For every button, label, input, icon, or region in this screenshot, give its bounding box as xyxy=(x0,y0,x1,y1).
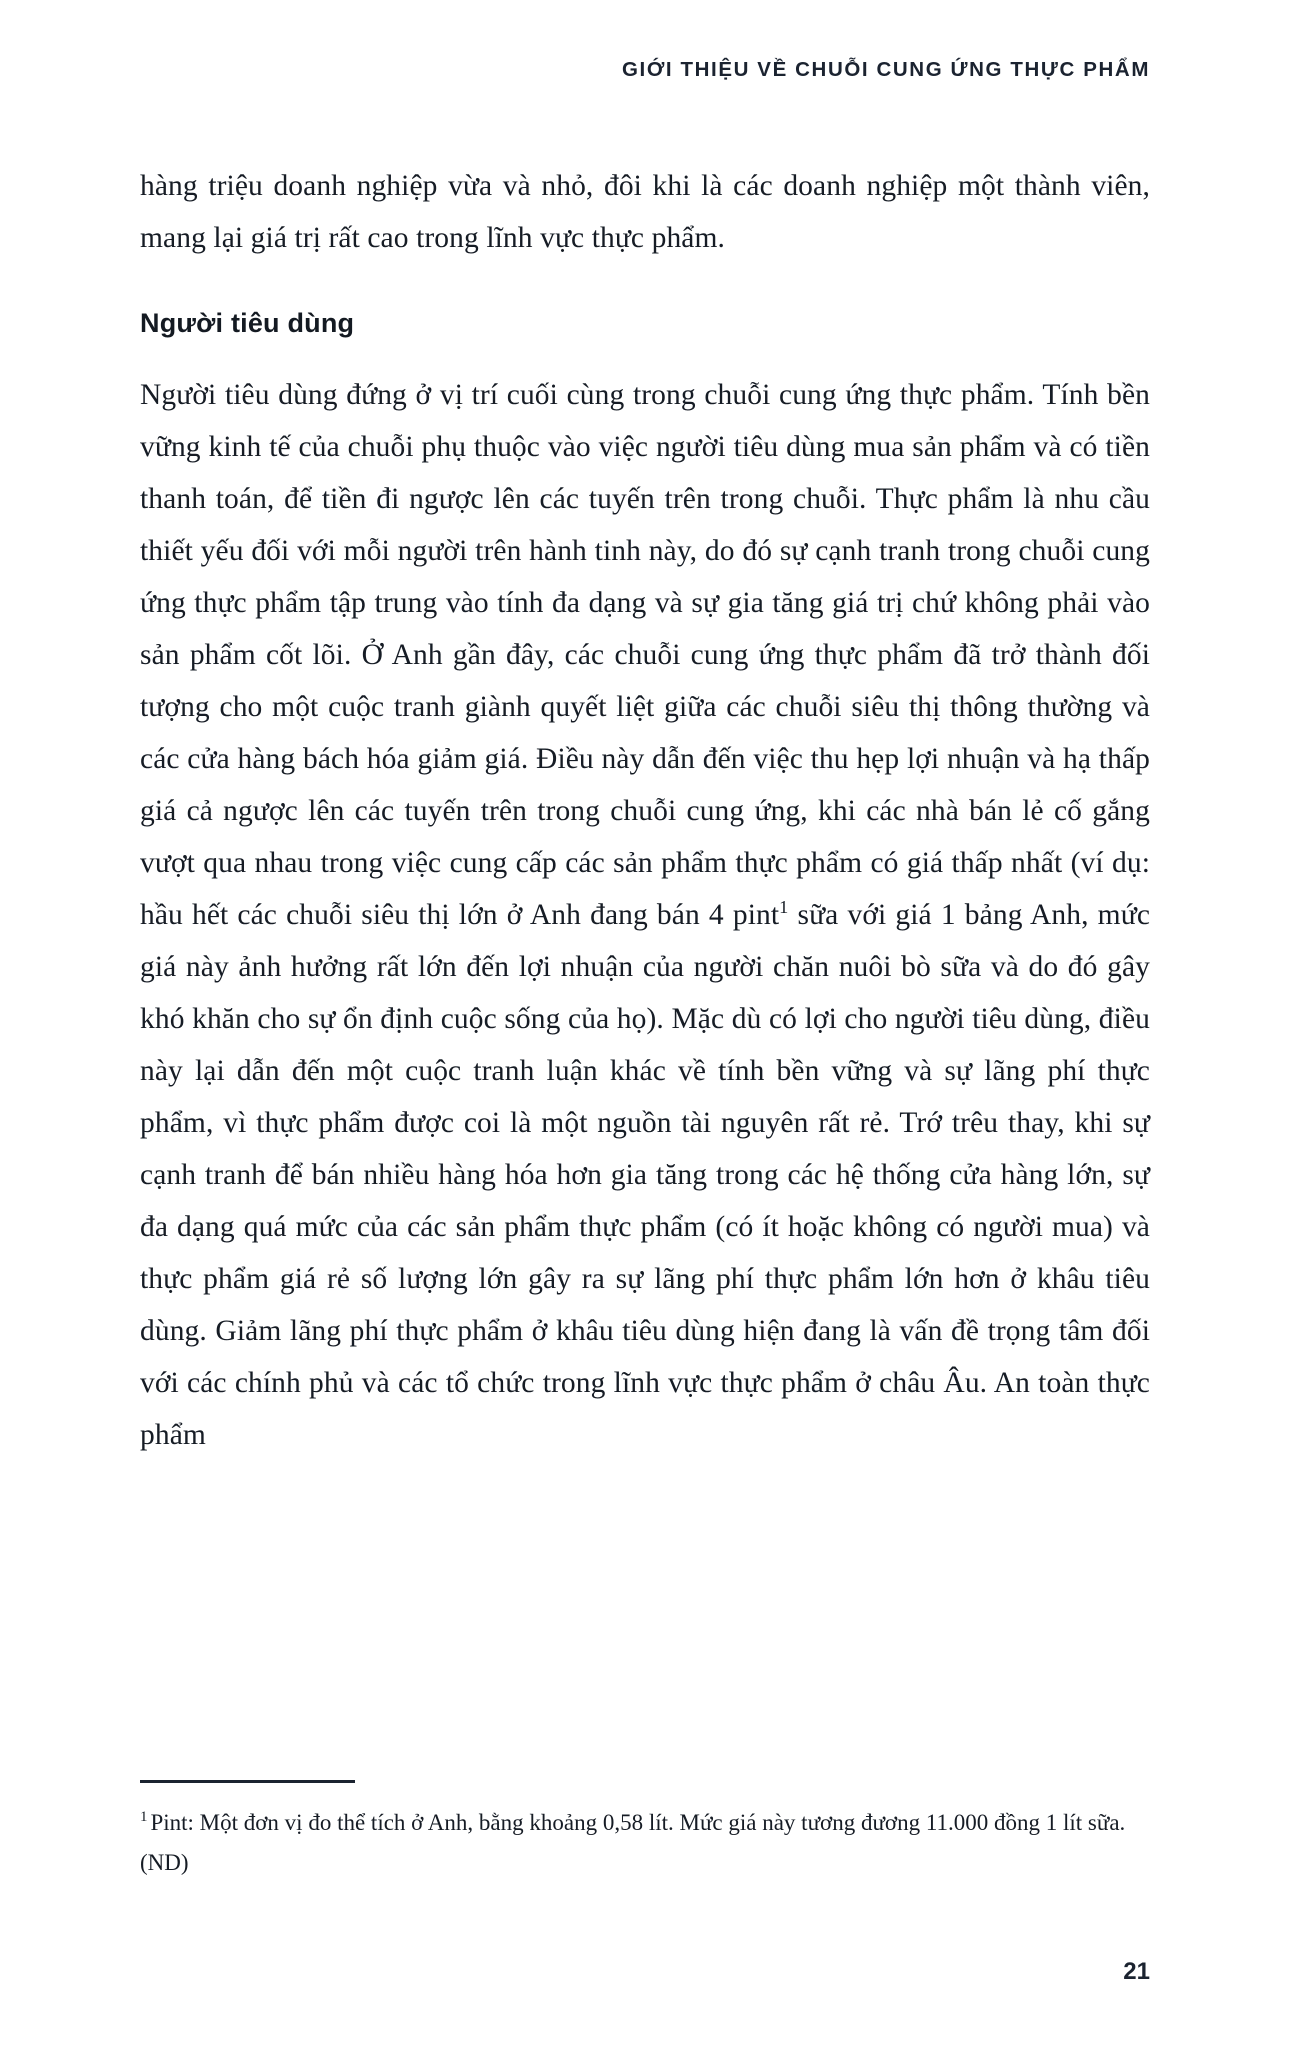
footnote-reference-marker[interactable]: 1 xyxy=(779,897,789,918)
paragraph-consumers xyxy=(140,369,1150,1461)
paragraph-text-part-1: Người tiêu dùng đứng ở vị trí cuối cùng trong chuỗi cung ứng thực phẩm. Tính bền vững kinh tế của chuỗi phụ thuộc vào việc người tiêu dùng mua sản phẩm và có tiền thanh toán, để tiền đi ngược lên các tuyến trên trong chuỗi. Thực phẩm là nhu cầu thiết yếu đối với mỗi người trên hành tinh này, do đó sự cạnh tranh trong chuỗi cung ứng thực phẩm tập trung vào tính đa dạng và sự gia tăng giá trị chứ không phải vào sản phẩm cốt lõi. Ở Anh gần đây, các chuỗi cung ứng thực phẩm đã trở thành đối tượng cho một cuộc tranh giành quyết liệt giữa các chuỗi siêu thị thông thường và các cửa hàng bách hóa giảm giá. Điều này dẫn đến việc thu hẹp lợi nhuận và hạ thấp giá cả ngược lên các tuyến trên trong chuỗi cung ứng, khi các nhà bán lẻ cố gắng vượt qua nhau trong việc cung cấp các sản phẩm thực phẩm có giá thấp nhất (ví dụ: hầu hết các chuỗi siêu thị lớn ở Anh đang bán 4 pint xyxy=(140,379,1150,931)
footnote-number: 1 xyxy=(140,1809,148,1826)
paragraph-continuation: hàng triệu doanh nghiệp vừa và nhỏ, đôi khi là các doanh nghiệp một thành viên, mang lại giá trị rất cao trong lĩnh vực thực phẩm. xyxy=(140,170,1150,254)
footnote-area xyxy=(140,1780,1150,1883)
running-head: GIỚI THIỆU VỀ CHUỖI CUNG ỨNG THỰC PHẨM xyxy=(621,58,1150,81)
footnote-separator-rule xyxy=(140,1780,355,1783)
footnote-entry xyxy=(140,1803,1150,1883)
body-text-column xyxy=(140,160,1150,1461)
footnote-body-text: Pint: Một đơn vị đo thể tích ở Anh, bằng khoảng 0,58 lít. Mức giá này tương đương 11.000 đồng 1 lít sữa. (ND) xyxy=(140,1810,1126,1875)
page-number: 21 xyxy=(1123,1958,1150,1985)
section-heading: Người tiêu dùng xyxy=(140,308,355,338)
paragraph-text-part-2: sữa với giá 1 bảng Anh, mức giá này ảnh hưởng rất lớn đến lợi nhuận của người chăn nuôi bò sữa và do đó gây khó khăn cho sự ổn định cuộc sống của họ). Mặc dù có lợi cho người tiêu dùng, điều này lại dẫn đến một cuộc tranh luận khác về tính bền vững và sự lãng phí thực phẩm, vì thực phẩm được coi là một nguồn tài nguyên rất rẻ. Trớ trêu thay, khi sự cạnh tranh để bán nhiều hàng hóa hơn gia tăng trong các hệ thống cửa hàng lớn, sự đa dạng quá mức của các sản phẩm thực phẩm (có ít hoặc không có người mua) và thực phẩm giá rẻ số lượng lớn gây ra sự lãng phí thực phẩm lớn hơn ở khâu tiêu dùng. Giảm lãng phí thực phẩm ở khâu tiêu dùng hiện đang là vấn đề trọng tâm đối với các chính phủ và các tổ chức trong lĩnh vực thực phẩm ở châu Âu. An toàn thực phẩm xyxy=(140,899,1151,1451)
